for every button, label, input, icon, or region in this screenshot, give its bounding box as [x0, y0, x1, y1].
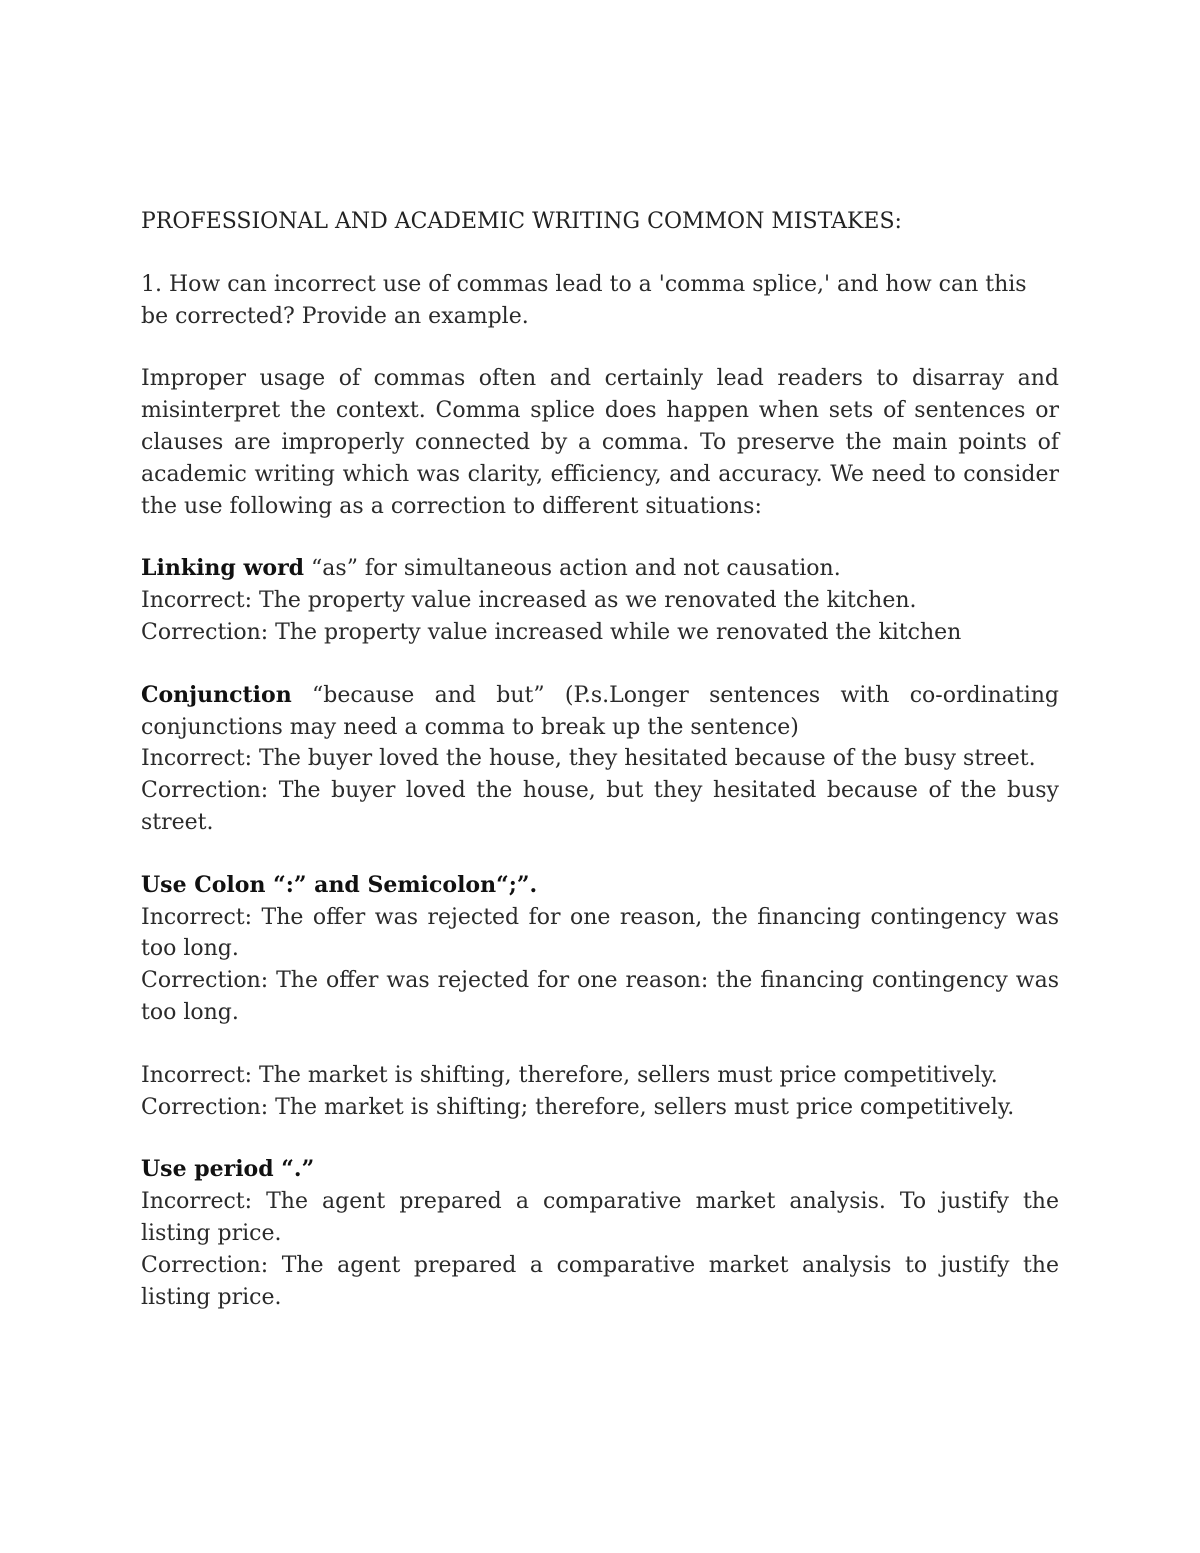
incorrect-example: Incorrect: The offer was rejected for one reason, the financing contingency was too long. — [141, 904, 1059, 962]
section-heading — [141, 680, 1059, 744]
correction-example: Correction: The buyer loved the house, but they hesitated because of the busy street. — [141, 778, 1059, 835]
section-conjunction — [141, 680, 1059, 839]
section-semicolon-example — [141, 1060, 1059, 1124]
section-label: Conjunction — [141, 681, 292, 708]
section-label-description: “as” for simultaneous action and not causation. — [304, 556, 841, 582]
correction-example: Correction: The offer was rejected for one reason: the financing contingency was too long. — [141, 968, 1059, 1025]
incorrect-example: Incorrect: The property value increased as we renovated the kitchen. — [141, 588, 917, 614]
document-title: PROFESSIONAL AND ACADEMIC WRITING COMMON MISTAKES: — [141, 209, 902, 234]
section-linking-word — [141, 553, 1059, 648]
section-label: Use Colon “:” and Semicolon“;”. — [141, 871, 538, 898]
intro-paragraph: Improper usage of commas often and certainly lead readers to disarray and misinterpret the context. Comma splice does happen when sets of sentences or clauses are improperly connected by a comma. To preserve the main points of academic writing which was clarity, efficiency, and accuracy. We need to consider the use following as a correction to different situations: — [141, 366, 1059, 519]
incorrect-example: Incorrect: The market is shifting, therefore, sellers must price competitively. — [141, 1062, 998, 1088]
section-period — [141, 1154, 1059, 1313]
correction-example: Correction: The agent prepared a comparative market analysis to justify the listing price. — [141, 1252, 1059, 1310]
incorrect-example: Incorrect: The buyer loved the house, they hesitated because of the busy street. — [141, 746, 1036, 772]
section-heading — [141, 553, 1059, 585]
correction-example: Correction: The market is shifting; therefore, sellers must price competitively. — [141, 1094, 1015, 1120]
correction-example: Correction: The property value increased while we renovated the kitchen — [141, 619, 962, 645]
question-text: 1. How can incorrect use of commas lead to a 'comma splice,' and how can this be corrected? Provide an example. — [141, 271, 1027, 329]
section-label: Use period “.” — [141, 1156, 315, 1183]
section-label: Linking word — [141, 555, 305, 582]
section-colon-semicolon — [141, 870, 1059, 1029]
section-label-description: “because and but” (P.s.Longer sentences with co-ordinating conjunctions may need a comma to break up the sentence) — [141, 682, 1059, 740]
incorrect-example: Incorrect: The agent prepared a comparative market analysis. To justify the listing price. — [141, 1189, 1059, 1246]
document-page — [141, 206, 1059, 1344]
